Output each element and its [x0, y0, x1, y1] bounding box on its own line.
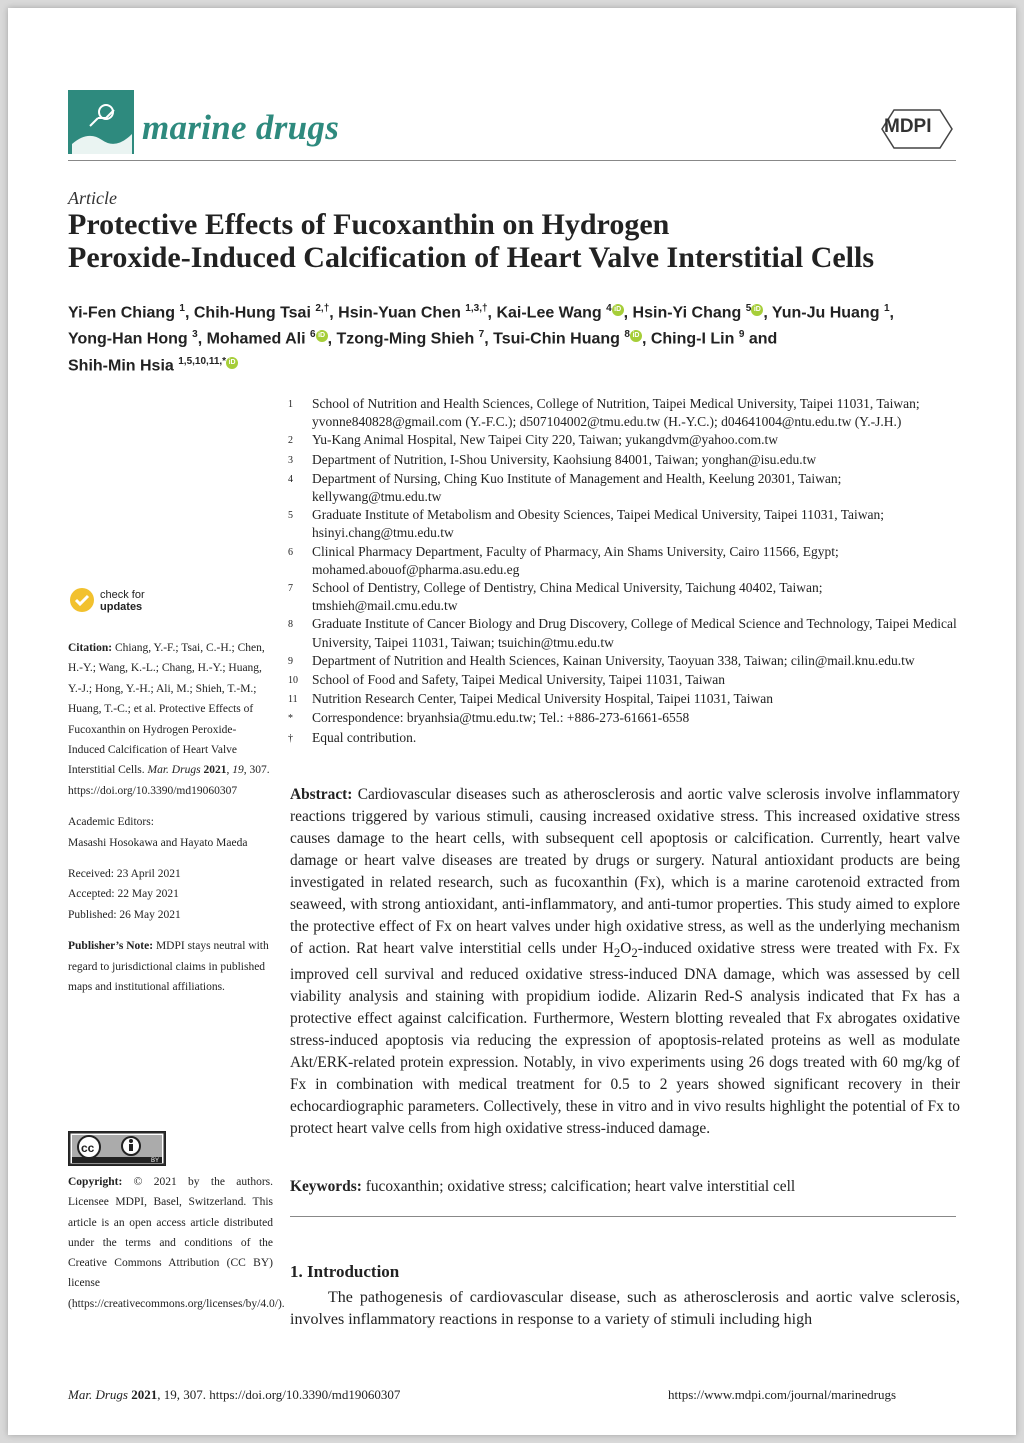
affiliation-item — [288, 729, 968, 748]
author-list: Yi-Fen Chiang $^1$, Chih-Hung Tsai $^{2,\dagger}$, Hsin-Yuan Chen $^{1,3,\dagger}$, Kai-Lee Wang $^4$ iD , Hsin-Yi Chang $^5$ iD , Yun-Ju Huang $^1$, Yong-Han Hong $^3$, Mohamed Ali $^6$ iD , Tzong-Ming Shieh $^7$, Tsui-Chin Huang $^8$ iD , Ching-I Lin $^9$ and Shih-Min Hsia $^{1,5,10,11,*}$ iD — [68, 303, 894, 374]
author-name[interactable]: Yi-Fen Chiang — [68, 304, 175, 322]
section-heading: 1. Introduction — [290, 1262, 400, 1281]
affiliation-list — [288, 395, 968, 748]
affiliation-item — [288, 395, 968, 431]
affiliation-text: Correspondence: bryanhsia@tmu.edu.tw; Tel.: +886-273-61661-6558 — [312, 710, 690, 726]
affiliation-text: School of Food and Safety, Taipei Medical University, Taipei 11031, Taiwan — [312, 672, 725, 688]
affiliation-text: Graduate Institute of Cancer Biology and Drug Discovery, College of Medical Science and Technology, Taipei Medical University, Taipei 11031, Taiwan; tsuichin@tmu.edu.tw — [312, 616, 957, 650]
intro-paragraph: The pathogenesis of cardiovascular disease, such as atherosclerosis and aortic valve sclerosis, involves inflammatory reactions in response to a variety of stimuli including high — [290, 1289, 960, 1328]
sidebar-info — [68, 638, 273, 1009]
affiliation-number: 2 — [288, 435, 293, 447]
abstract: Abstract: Cardiovascular diseases such as atherosclerosis and aortic valve sclerosis involve inflammatory reactions triggered by various stimuli, causing increased oxidative stress. This increased oxidative stress causes damage to the heart cells, with subsequent cell apoptosis or calcification. Currently, heart valve damage or heart valve diseases are treated by drugs or surgery. Natural antioxidant products are being investigated in related research, such as fucoxanthin (Fx), which is a marine carotenoid extracted from seaweed, with strong antioxidant, anti-inflammatory, and anti-tumor properties. This study aimed to explore the protective effect of Fx on heart valves under high oxidative stress, as well as the underlying mechanism of action. Rat heart valve interstitial cells under $H_2O_2$-induced oxidative stress were treated with Fx. Fx improved cell survival and reduced oxidative stress-induced DNA damage, which was assessed by cell viability analysis and staining with propidium iodide. Alizarin Red-S analysis indicated that Fx has a protective effect against calcification. Furthermore, Western blotting revealed that Fx abrogates oxidative stress-induced apoptosis via reducing the expression of apoptosis-related proteins as well as modulate Akt/ERK-related protein expression. Notably, in vivo experiments using 26 dogs treated with 60 mg/kg of Fx in combination with medical treatment for 0.5 to 2 years showed significant recovery in their echocardiographic parameters. Collectively, these in vitro and in vivo results highlight the potential of Fx to protect heart valve cells from high oxidative stress-induced damage. — [290, 786, 960, 1138]
affiliation-item — [288, 690, 968, 709]
affiliation-number: 3 — [288, 454, 293, 466]
article-title — [68, 208, 968, 274]
affiliation-item — [288, 506, 968, 542]
affiliation-number: 9 — [288, 655, 293, 667]
author-affiliation-marker: 3 — [192, 329, 198, 341]
mdpi-logo-text: MDPI — [884, 116, 932, 137]
dates: Received: 23 April 2021 Accepted: 22 May 2021 Published: 26 May 2021 — [68, 868, 181, 921]
author-affiliation-marker: 1 — [179, 303, 185, 314]
section-divider — [290, 1216, 956, 1217]
author-affiliation-marker: 1,5,10,11,* — [178, 355, 227, 367]
author-name[interactable]: Tsui-Chin Huang — [493, 330, 620, 348]
footer-citation: Mar. Drugs 2021, 19, 307. https://doi.org/10.3390/md19060307 — [68, 1387, 401, 1402]
affiliation-text: Nutrition Research Center, Taipei Medical University Hospital, Taipei 11031, Taiwan — [312, 691, 774, 707]
affiliation-text: Graduate Institute of Metabolism and Obesity Sciences, Taipei Medical University, Taipei 11031, Taiwan; hsinyi.chang@tmu.edu.tw — [312, 507, 885, 541]
affiliation-item — [288, 652, 968, 671]
publisher-note: Publisher’s Note: MDPI stays neutral with regard to jurisdictional claims in published maps and institutional affiliations. — [68, 940, 269, 994]
cc-by-license-icon[interactable]: cc BY — [68, 1131, 166, 1166]
author-name[interactable]: Kai-Lee Wang — [496, 304, 602, 322]
affiliation-number: 10 — [288, 675, 298, 687]
author-name[interactable]: Hsin-Yi Chang — [632, 304, 742, 322]
author-affiliation-marker: 9 — [738, 329, 745, 341]
orcid-icon[interactable]: iD — [751, 304, 763, 316]
svg-text:cc: cc — [81, 1141, 95, 1155]
author-name[interactable]: Ching-I Lin — [650, 330, 735, 348]
citation-doi-link[interactable]: , 307. https://doi.org/10.3390/md19060307 — [68, 764, 270, 797]
keywords: Keywords: fucoxanthin; oxidative stress; calcification; heart valve interstitial cell — [290, 1178, 796, 1195]
header-divider — [68, 160, 956, 161]
affiliation-text: Clinical Pharmacy Department, Faculty of Pharmacy, Ain Shams University, Cairo 11566, Egypt; mohamed.abouof@pharma.asu.edu.eg — [312, 543, 839, 577]
author-name[interactable]: Yong-Han Hong — [68, 330, 188, 348]
author-affiliation-marker: 6 — [310, 329, 316, 341]
journal-name: marine drugs — [142, 108, 340, 147]
journal-logo-icon — [68, 90, 134, 154]
title-line: Peroxide-Induced Calcification of Heart Valve Interstitial Cells — [68, 241, 875, 274]
affiliation-number: * — [288, 713, 293, 725]
affiliation-item — [288, 615, 968, 651]
article-type: Article — [68, 188, 117, 208]
check-for-updates-icon[interactable] — [70, 588, 94, 612]
affiliation-text: School of Nutrition and Health Sciences, College of Nutrition, Taipei Medical University, Taipei 11031, Taiwan; yvonne840828@gmail.com (Y.-F.C.); d507104002@tmu.edu.tw (H.-Y.C.); d04641004@ntu.edu.tw (Y.-J.H.) — [312, 396, 920, 430]
affiliation-item — [288, 671, 968, 690]
author-affiliation-marker: 8 — [624, 329, 630, 341]
author-name[interactable]: Chih-Hung Tsai — [193, 304, 311, 322]
affiliation-number: 6 — [288, 546, 293, 558]
author-affiliation-marker: 1 — [883, 303, 890, 314]
citation: Citation: Chiang, Y.-F.; Tsai, C.-H.; Chen, H.-Y.; Wang, K.-L.; Chang, H.-Y.; Huang, Y.-J.; Hong, Y.-H.; Ali, M.; Shieh, T.-M.; Huang, T.-C.; et al. Protective Effects of Fucoxanthin on Hydrogen Peroxide-Induced Calcification of Heart Valve Interstitial Cells. Mar. Drugs 2021, 19, 307. https://doi.org/10.3390/md19060307 — [68, 642, 270, 797]
affiliation-item — [288, 543, 968, 579]
academic-editors: Academic Editors: Masashi Hosokawa and Hayato Maeda — [68, 816, 248, 849]
author-name[interactable]: Mohamed Ali — [206, 330, 306, 348]
author-name[interactable]: Tzong-Ming Shieh — [336, 330, 475, 348]
affiliation-number: 11 — [288, 694, 298, 706]
affiliation-item — [288, 579, 968, 615]
affiliation-item — [288, 431, 968, 450]
orcid-icon[interactable]: iD — [226, 357, 238, 369]
author-name[interactable]: Hsin-Yuan Chen — [338, 304, 461, 322]
orcid-icon[interactable]: iD — [316, 330, 328, 342]
affiliation-text: School of Dentistry, College of Dentistry, China Medical University, Taichung 40402, Taiwan; tmshieh@mail.cmu.edu.tw — [312, 580, 823, 614]
affiliation-item — [288, 470, 968, 506]
affiliation-item — [288, 451, 968, 470]
affiliation-number: 4 — [288, 473, 293, 485]
orcid-icon[interactable]: iD — [612, 304, 624, 316]
orcid-icon[interactable]: iD — [630, 330, 642, 342]
author-affiliation-marker: 7 — [478, 329, 485, 341]
affiliation-number: 8 — [288, 619, 293, 631]
author-name[interactable]: Yun-Ju Huang — [771, 304, 880, 322]
affiliation-text: Department of Nutrition, I-Shou University, Kaohsiung 84001, Taiwan; yonghan@isu.edu.tw — [312, 451, 817, 467]
author-affiliation-marker: 5 — [745, 303, 752, 314]
affiliation-text: Department of Nutrition and Health Sciences, Kainan University, Taoyuan 338, Taiwan; cilin@mail.knu.edu.tw — [312, 652, 915, 668]
copyright-notice: Copyright: © 2021 by the authors. Licensee MDPI, Basel, Switzerland. This article is an open access article distributed under the terms and conditions of the Creative Commons Attribution (CC BY) license (https://creativecommons.org/licenses/by/4.0/). — [68, 1176, 285, 1310]
author-affiliation-marker: 4 — [606, 303, 612, 314]
author-affiliation-marker: 1,3,† — [465, 303, 488, 314]
title-line: Protective Effects of Fucoxanthin on Hydrogen — [68, 208, 670, 241]
affiliation-text: Department of Nursing, Ching Kuo Institute of Management and Health, Keelung 20301, Taiwan; kellywang@tmu.edu.tw — [312, 470, 842, 505]
affiliation-number: 7 — [288, 583, 293, 595]
author-name[interactable]: Shih-Min Hsia — [68, 356, 174, 374]
affiliation-number: † — [288, 732, 293, 744]
affiliation-number: 5 — [288, 510, 293, 522]
affiliation-text: Equal contribution. — [312, 729, 417, 745]
paper-page — [8, 8, 1016, 1435]
author-affiliation-marker: 2,† — [315, 303, 330, 314]
footer-journal-url[interactable]: https://www.mdpi.com/journal/marinedrugs — [668, 1387, 897, 1402]
affiliation-item — [288, 709, 968, 728]
affiliation-number: 1 — [288, 399, 293, 410]
check-for-updates-link[interactable]: check for updates — [100, 589, 145, 613]
affiliation-text: Yu-Kang Animal Hospital, New Taipei City 220, Taiwan; yukangdvm@yahoo.com.tw — [312, 432, 778, 448]
